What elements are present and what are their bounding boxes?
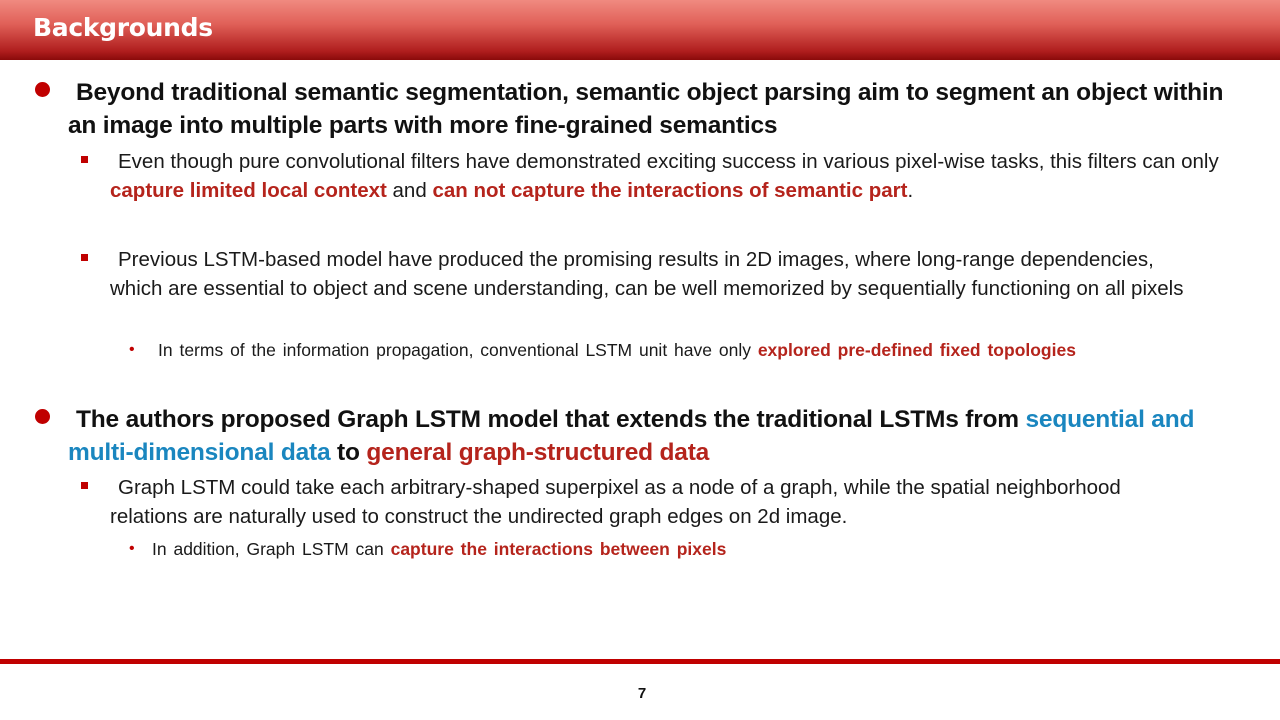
highlight-local-context: capture limited local context bbox=[110, 179, 387, 202]
bullet-1 bbox=[68, 76, 1248, 142]
bullet-2-text-a: The authors proposed Graph LSTM model that extends the traditional LSTMs from bbox=[76, 406, 1026, 433]
square-bullet-icon bbox=[81, 482, 88, 489]
highlight-semantic-interactions: can not capture the interactions of semantic part bbox=[432, 179, 908, 202]
bullet-1-sub-1 bbox=[110, 147, 1250, 205]
footer-divider bbox=[0, 659, 1280, 664]
bullet-1-text: Beyond traditional semantic segmentation, semantic object parsing aim to segment an object within an image into multiple parts with more fine-grained semantics bbox=[68, 79, 1224, 139]
dot-bullet-icon: • bbox=[129, 540, 135, 557]
highlight-fixed-topologies: explored pre-defined fixed topologies bbox=[757, 340, 1076, 360]
sub-2-sub-text: In terms of the information propagation, conventional LSTM unit have only bbox=[158, 340, 758, 360]
highlight-graph-data: general graph-structured data bbox=[366, 439, 710, 466]
bullet-2-text-b: to bbox=[330, 439, 367, 466]
dot-bullet-icon: • bbox=[129, 341, 135, 358]
bullet-2-sub-text: Graph LSTM could take each arbitrary-shaped superpixel as a node of a graph, while the spatial neighborhood relations are naturally used to construct the undirected graph edges on 2d image. bbox=[110, 476, 1121, 528]
sub-1-text-c: . bbox=[907, 179, 914, 202]
highlight-pixel-interactions: capture the interactions between pixels bbox=[390, 539, 727, 559]
bullet-2-sub-1-sub bbox=[129, 537, 1252, 561]
square-bullet-icon bbox=[81, 156, 88, 163]
bullet-2 bbox=[68, 403, 1248, 469]
highlight-sequential-data: sequential and multi-dimensional data bbox=[68, 406, 1195, 466]
sub-1-text-b: and bbox=[386, 179, 433, 202]
round-bullet-icon bbox=[35, 82, 50, 97]
bullet-2-sub-sub-text: In addition, Graph LSTM can bbox=[152, 539, 391, 559]
page-number: 7 bbox=[637, 685, 647, 702]
bullet-2-sub-1 bbox=[110, 473, 1170, 531]
bullet-1-sub-2 bbox=[110, 245, 1190, 303]
slide-title: Backgrounds bbox=[33, 13, 213, 42]
sub-2-text: Previous LSTM-based model have produced the promising results in 2D images, where long-range dependencies, which are essential to object and scene understanding, can be well memorized by sequentially functioning on all pixels bbox=[110, 248, 1184, 300]
sub-1-text-a: Even though pure convolutional filters have demonstrated exciting success in various pixel-wise tasks, this filters can only bbox=[118, 150, 1219, 173]
square-bullet-icon bbox=[81, 254, 88, 261]
bullet-1-sub-2-sub bbox=[129, 338, 1268, 362]
round-bullet-icon bbox=[35, 409, 50, 424]
